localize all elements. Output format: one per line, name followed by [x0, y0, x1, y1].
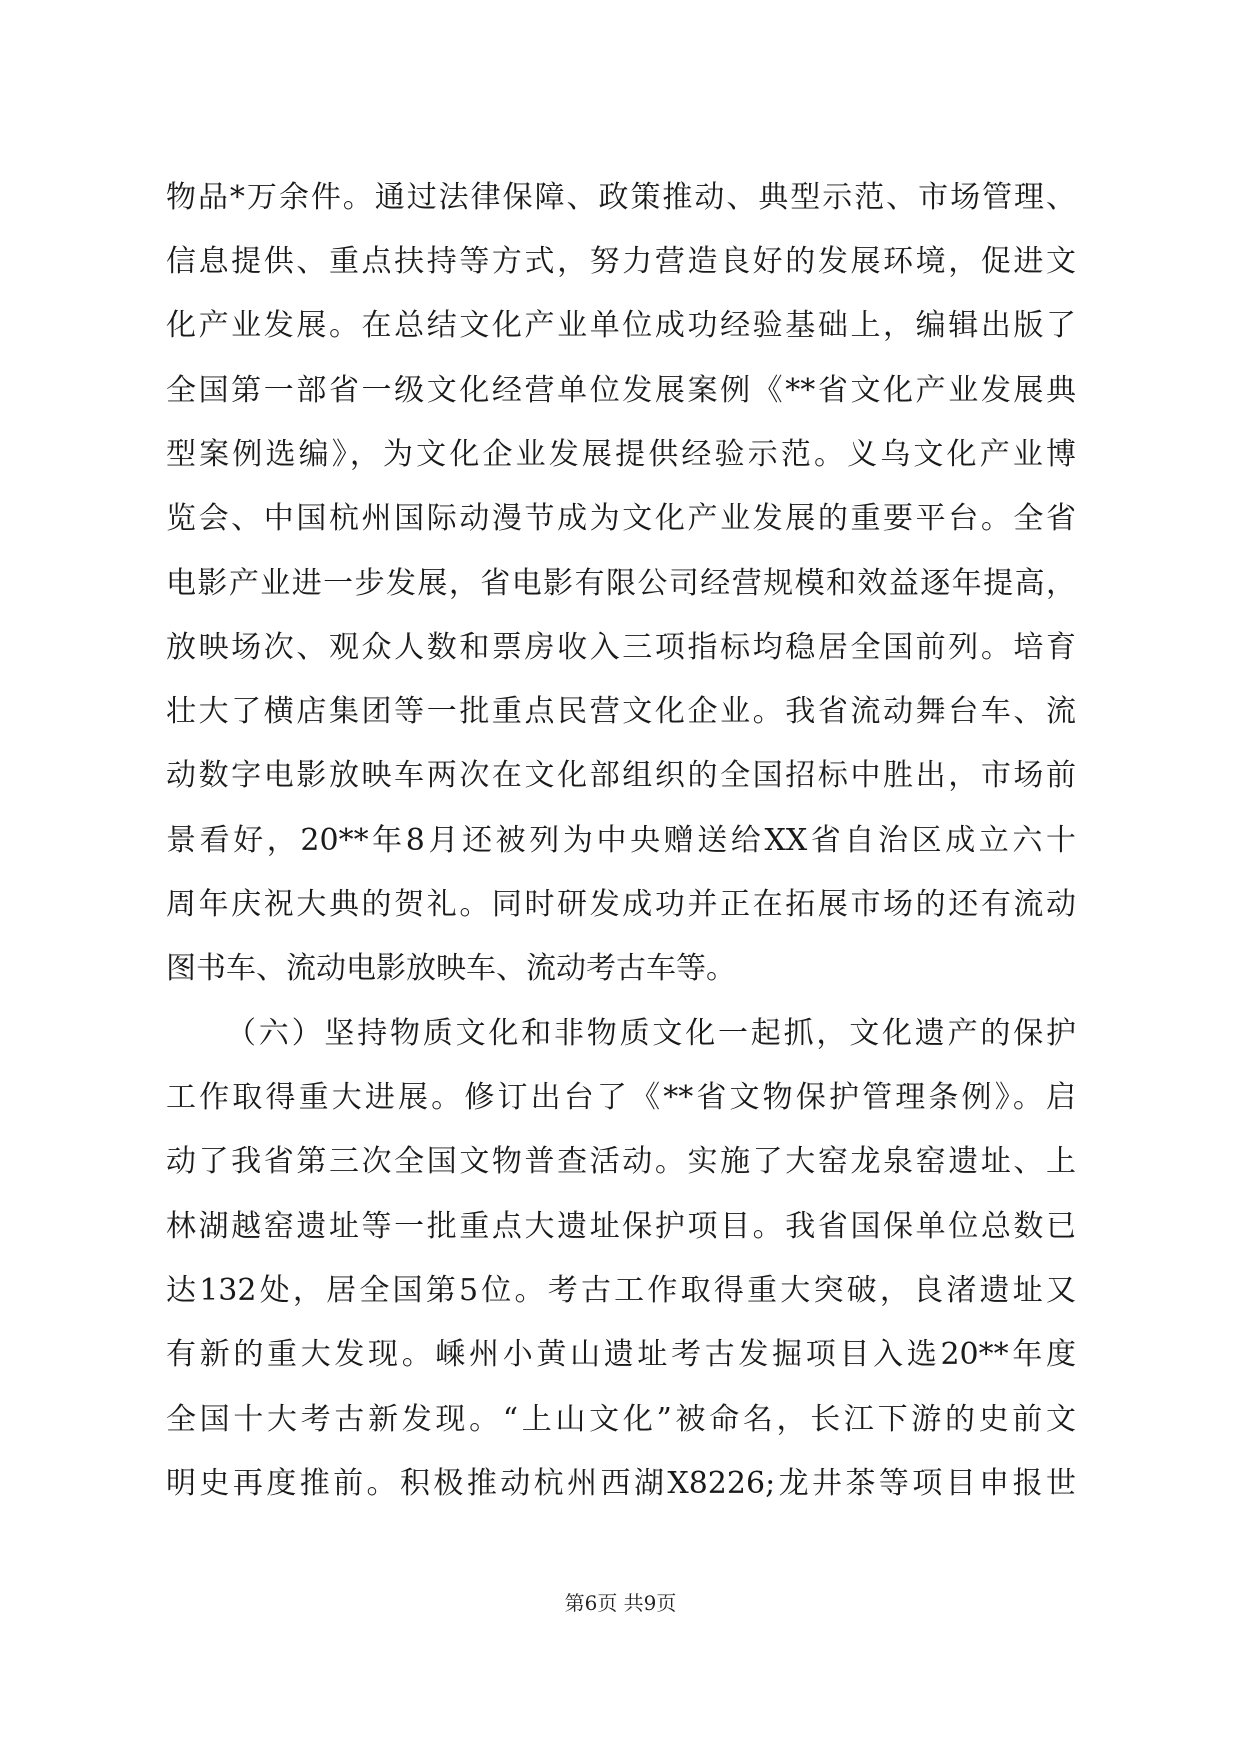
text-line-19: 有新的重大发现。嵊州小黄山遗址考古发掘项目入选20**年度 — [166, 1337, 1076, 1372]
text-line-17: 林湖越窑遗址等一批重点大遗址保护项目。我省国保单位总数已 — [166, 1209, 1076, 1244]
text-line-2: 信息提供、重点扶持等方式，努力营造良好的发展环境，促进文 — [166, 244, 1076, 279]
text-line-5: 型案例选编》，为文化企业发展提供经验示范。义乌文化产业博 — [166, 437, 1076, 472]
text-line-9: 壮大了横店集团等一批重点民营文化企业。我省流动舞台车、流 — [166, 694, 1076, 729]
text-line-6: 览会、中国杭州国际动漫节成为文化产业发展的重要平台。全省 — [166, 501, 1076, 536]
text-line-11: 景看好，20**年8月还被列为中央赠送给XX省自治区成立六十 — [166, 823, 1076, 858]
page-footer: 第6页 共9页 — [564, 1591, 677, 1615]
text-line-7: 电影产业进一步发展，省电影有限公司经营规模和效益逐年提高， — [166, 566, 1076, 601]
text-line-4: 全国第一部省一级文化经营单位发展案例《**省文化产业发展典 — [166, 373, 1076, 408]
text-line-3: 化产业发展。在总结文化产业单位成功经验基础上，编辑出版了 — [166, 308, 1076, 343]
text-line-1: 物品*万余件。通过法律保障、政策推动、典型示范、市场管理、 — [166, 180, 1076, 215]
text-line-21: 明史再度推前。积极推动杭州西湖X8226;龙井茶等项目申报世 — [166, 1466, 1076, 1501]
text-line-16: 动了我省第三次全国文物普查活动。实施了大窑龙泉窑遗址、上 — [166, 1144, 1076, 1179]
text-line-8: 放映场次、观众人数和票房收入三项指标均稳居全国前列。培育 — [166, 630, 1076, 665]
text-line-18: 达132处，居全国第5位。考古工作取得重大突破，良渚遗址又 — [166, 1273, 1076, 1308]
section-heading-line: （六）坚持物质文化和非物质文化一起抓，文化遗产的保护 — [226, 1016, 1076, 1051]
text-line-20: 全国十大考古新发现。“上山文化”被命名，长江下游的史前文 — [166, 1402, 1076, 1437]
text-line-15: 工作取得重大进展。修订出台了《**省文物保护管理条例》。启 — [166, 1080, 1076, 1115]
text-line-12: 周年庆祝大典的贺礼。同时研发成功并正在拓展市场的还有流动 — [166, 887, 1076, 922]
text-line-10: 动数字电影放映车两次在文化部组织的全国招标中胜出，市场前 — [166, 758, 1076, 793]
text-line-13: 图书车、流动电影放映车、流动考古车等。 — [166, 951, 736, 986]
